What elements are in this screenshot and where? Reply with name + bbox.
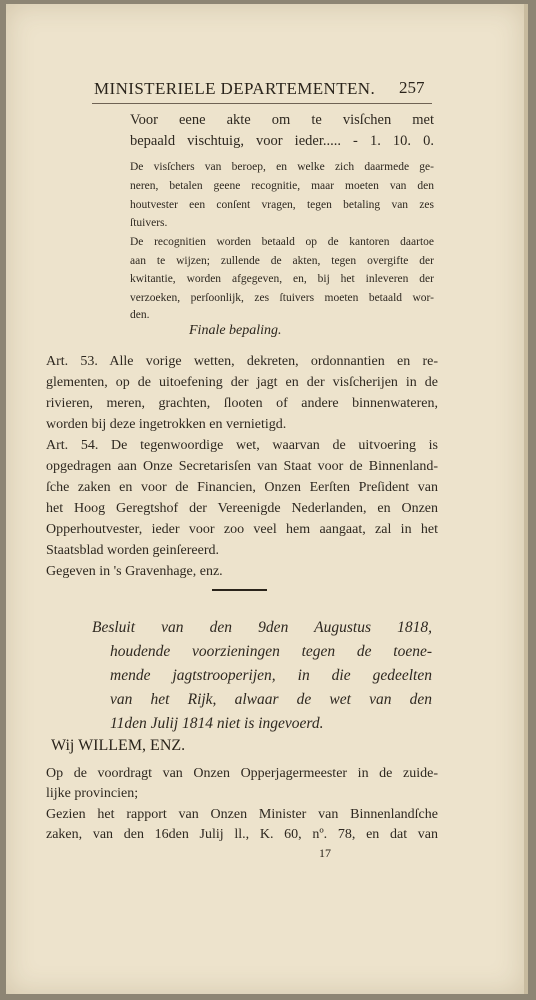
article-53-line: glementen, op de uitoefening der jagt en der visſcherijen in de [46, 375, 438, 390]
note-line: aan te wijzen; zullende de akten, tegen overgifte der [130, 255, 434, 267]
article-54-line: Staatsblad worden geinſereerd. [46, 543, 219, 558]
article-54-line: Opperhoutvester, ieder voor zoo veel hem aangaat, zal in het [46, 522, 438, 537]
article-54-line: het Hoog Geregtshof der Vereenigde Nederlanden, en Onzen [46, 501, 438, 516]
given-line: Gegeven in 's Gravenhage, enz. [46, 564, 223, 579]
article-53-line: worden bij deze ingetrokken en vernietigd. [46, 417, 287, 432]
opening-line: zaken, van den 16den Julij ll., K. 60, nº. 78, en dat van [46, 827, 438, 842]
note-line: houtvester een conſent vragen, tegen betaling van zes [130, 199, 434, 211]
opening-line: lijke provincien; [46, 786, 139, 801]
fee-line-2: bepaald vischtuig, voor ieder..... - 1. 10. 0. [130, 133, 434, 149]
header-rule [92, 103, 432, 104]
printer-signature: 17 [319, 846, 331, 860]
royal-opening: Wij WILLEM, ENZ. [51, 737, 186, 754]
decree-line: Besluit van den 9den Augustus 1818, [92, 619, 432, 636]
opening-line: Op de voordragt van Onzen Opperjagermeester in de zuide- [46, 766, 438, 781]
note-line: De recognitien worden betaald op de kantoren daartoe [130, 236, 434, 248]
note-line: De visſchers van beroep, en welke zich daarmede ge- [130, 161, 434, 173]
section-divider [212, 589, 267, 591]
opening-line: Gezien het rapport van Onzen Minister van Binnenlandſche [46, 807, 438, 822]
page-number: 257 [399, 78, 425, 97]
article-54-line: Art. 54. De tegenwoordige wet, waarvan de uitvoering is [46, 438, 438, 453]
article-53-line: rivieren, meren, grachten, ſlooten of andere binnenwateren, [46, 396, 438, 411]
decree-line: houdende voorzieningen tegen de toene- [110, 643, 432, 660]
note-line: ſtuivers. [130, 217, 168, 229]
note-line: kwitantie, worden afgegeven, en, bij het inleveren der [130, 273, 434, 285]
section-heading: Finale bepaling. [189, 323, 282, 338]
article-53-line: Art. 53. Alle vorige wetten, dekreten, ordonnantien en re- [46, 354, 438, 369]
article-54-line: ſche zaken en voor de Financien, Onzen Eerſten Preſident van [46, 480, 438, 495]
article-54-line: opgedragen aan Onze Secretarisſen van Staat voor de Binnenland- [46, 459, 438, 474]
note-line: den. [130, 309, 150, 321]
decree-line: mende jagtstrooperijen, in die gedeelten [110, 667, 432, 684]
book-page [6, 4, 528, 994]
note-line: verzoeken, perſoonlijk, zes ſtuivers moeten betaald wor- [130, 292, 434, 304]
decree-line: van het Rijk, alwaar de wet van den [110, 691, 432, 708]
fee-line-1: Voor eene akte om te visſchen met [130, 112, 434, 128]
decree-line: 11den Julij 1814 niet is ingevoerd. [110, 715, 324, 732]
running-header-title: MINISTERIELE DEPARTEMENTEN. [94, 79, 376, 98]
note-line: neren, betalen geene recognitie, maar moeten van den [130, 180, 434, 192]
